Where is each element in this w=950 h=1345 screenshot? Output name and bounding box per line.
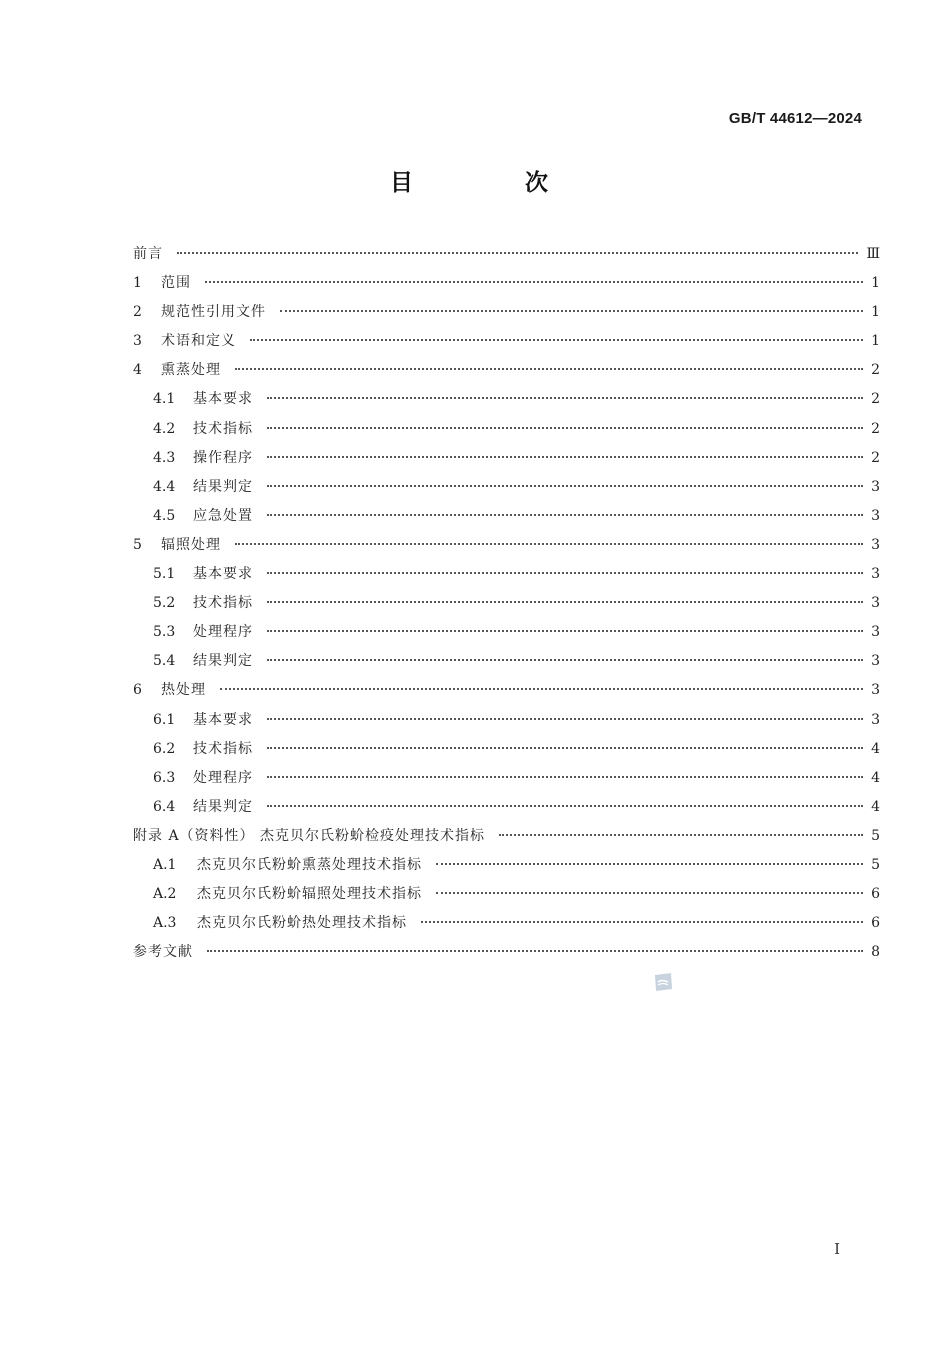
toc-entry-page: 2 bbox=[871, 420, 880, 437]
toc-entry-label: 规范性引用文件 bbox=[161, 304, 266, 321]
toc-entry-page: 6 bbox=[871, 886, 880, 903]
toc-entry-number: 6.3 bbox=[153, 769, 176, 786]
toc-entry-page: 3 bbox=[871, 595, 880, 612]
toc-entry[interactable] bbox=[133, 735, 880, 764]
toc-leader-dots bbox=[267, 484, 863, 487]
toc-entry[interactable] bbox=[133, 531, 880, 560]
toc-entry-label: 杰克贝尔氏粉蚧辐照处理技术指标 bbox=[197, 886, 422, 903]
toc-entry-number: 6 bbox=[133, 682, 142, 699]
toc-entry[interactable] bbox=[133, 764, 880, 793]
toc-entry-label: 前言 bbox=[133, 246, 163, 262]
toc-entry-page: 4 bbox=[871, 769, 880, 786]
toc-leader-dots bbox=[220, 687, 863, 690]
toc-entry-number: 5.2 bbox=[153, 595, 176, 612]
table-of-contents bbox=[133, 240, 880, 967]
toc-leader-dots bbox=[280, 309, 863, 312]
toc-entry-page: 8 bbox=[871, 944, 880, 961]
toc-entry-number: 6.2 bbox=[153, 740, 176, 757]
toc-entry[interactable] bbox=[133, 356, 880, 385]
toc-entry-page: 1 bbox=[871, 275, 880, 292]
toc-leader-dots bbox=[436, 862, 863, 865]
toc-entry[interactable] bbox=[133, 880, 880, 909]
toc-entry-page: 3 bbox=[871, 653, 880, 670]
toc-entry[interactable] bbox=[133, 502, 880, 531]
toc-leader-dots bbox=[267, 746, 863, 749]
toc-entry-number: 2 bbox=[133, 304, 142, 321]
toc-leader-dots bbox=[267, 658, 863, 661]
toc-entry[interactable] bbox=[133, 822, 880, 851]
toc-entry-page: 3 bbox=[871, 566, 880, 583]
toc-entry-number: 5.4 bbox=[153, 653, 176, 670]
toc-entry[interactable] bbox=[133, 589, 880, 618]
toc-entry[interactable] bbox=[133, 647, 880, 676]
toc-entry-number: 6.4 bbox=[153, 798, 176, 815]
toc-entry-page: 2 bbox=[871, 391, 880, 408]
toc-leader-dots bbox=[177, 251, 858, 254]
toc-entry-label: 技术指标 bbox=[193, 420, 253, 437]
toc-entry-page: 3 bbox=[871, 624, 880, 641]
toc-leader-dots bbox=[267, 775, 863, 778]
toc-entry-page: 1 bbox=[871, 333, 880, 350]
toc-entry-label: 附录 A（资料性） 杰克贝尔氏粉蚧检疫处理技术指标 bbox=[133, 827, 486, 844]
toc-entry-label: 杰克贝尔氏粉蚧熏蒸处理技术指标 bbox=[197, 856, 422, 873]
toc-entry[interactable] bbox=[133, 298, 880, 327]
toc-entry-number: 6.1 bbox=[153, 711, 176, 728]
toc-entry-number: 4.1 bbox=[153, 391, 176, 408]
toc-entry[interactable] bbox=[133, 706, 880, 735]
toc-entry-label: 基本要求 bbox=[193, 711, 253, 728]
toc-entry[interactable] bbox=[133, 240, 880, 269]
toc-leader-dots bbox=[267, 600, 863, 603]
toc-entry-label: 参考文献 bbox=[133, 944, 193, 961]
toc-entry-page: 3 bbox=[871, 682, 880, 699]
toc-leader-dots bbox=[205, 280, 863, 283]
toc-entry-page: 5 bbox=[871, 827, 880, 844]
toc-entry[interactable] bbox=[133, 851, 880, 880]
toc-entry-page: 1 bbox=[871, 304, 880, 321]
toc-entry[interactable] bbox=[133, 793, 880, 822]
toc-entry-number: 4.3 bbox=[153, 449, 176, 466]
toc-entry-label: 结果判定 bbox=[193, 653, 253, 670]
toc-entry-label: 应急处置 bbox=[193, 507, 253, 524]
toc-entry-label: 基本要求 bbox=[193, 566, 253, 583]
toc-entry-page: 3 bbox=[871, 507, 880, 524]
toc-entry[interactable] bbox=[133, 444, 880, 473]
toc-entry-page: 6 bbox=[871, 915, 880, 932]
toc-leader-dots bbox=[235, 542, 863, 545]
toc-leader-dots bbox=[267, 571, 863, 574]
toc-entry[interactable] bbox=[133, 415, 880, 444]
toc-entry[interactable] bbox=[133, 560, 880, 589]
toc-leader-dots bbox=[421, 920, 863, 923]
toc-leader-dots bbox=[250, 338, 863, 341]
toc-entry-label: 杰克贝尔氏粉蚧热处理技术指标 bbox=[197, 915, 407, 932]
toc-entry[interactable] bbox=[133, 909, 880, 938]
toc-entry-label: 结果判定 bbox=[193, 798, 253, 815]
toc-leader-dots bbox=[267, 455, 863, 458]
toc-leader-dots bbox=[267, 717, 863, 720]
toc-entry-label: 操作程序 bbox=[193, 449, 253, 466]
toc-entry-page: 3 bbox=[871, 536, 880, 553]
toc-leader-dots bbox=[436, 891, 863, 894]
toc-leader-dots bbox=[267, 804, 863, 807]
toc-entry-number: 4.4 bbox=[153, 478, 176, 495]
toc-entry-page: 3 bbox=[871, 478, 880, 495]
toc-entry-label: 基本要求 bbox=[193, 391, 253, 408]
toc-entry-number: 4.5 bbox=[153, 507, 176, 524]
toc-entry-number: 5.3 bbox=[153, 624, 176, 641]
toc-entry[interactable] bbox=[133, 938, 880, 967]
toc-leader-dots bbox=[267, 396, 863, 399]
toc-entry-label: 范围 bbox=[161, 275, 191, 292]
toc-entry-number: A.3 bbox=[153, 915, 177, 932]
toc-title: 目 次 bbox=[389, 170, 600, 196]
toc-entry[interactable] bbox=[133, 269, 880, 298]
toc-entry-label: 辐照处理 bbox=[161, 536, 221, 553]
toc-leader-dots bbox=[499, 833, 863, 836]
toc-leader-dots bbox=[207, 949, 863, 952]
toc-leader-dots bbox=[235, 367, 863, 370]
toc-entry-page: 5 bbox=[871, 856, 880, 873]
toc-entry[interactable] bbox=[133, 473, 880, 502]
toc-entry-number: 3 bbox=[133, 333, 142, 350]
toc-entry-label: 熏蒸处理 bbox=[161, 362, 221, 379]
toc-entry-number: 4 bbox=[133, 362, 142, 379]
toc-entry-number: 1 bbox=[133, 275, 142, 292]
toc-leader-dots bbox=[267, 426, 863, 429]
toc-entry-number: 5.1 bbox=[153, 566, 176, 583]
toc-entry-label: 处理程序 bbox=[193, 769, 253, 786]
toc-entry[interactable] bbox=[133, 676, 880, 705]
page-folio: I bbox=[834, 1240, 840, 1258]
toc-entry-number: 4.2 bbox=[153, 420, 176, 437]
toc-entry-label: 技术指标 bbox=[193, 595, 253, 612]
toc-entry-label: 热处理 bbox=[161, 682, 206, 699]
toc-entry-number: 5 bbox=[133, 536, 142, 553]
toc-entry-label: 术语和定义 bbox=[161, 333, 236, 350]
toc-leader-dots bbox=[267, 513, 863, 516]
toc-entry[interactable] bbox=[133, 618, 880, 647]
toc-entry[interactable] bbox=[133, 385, 880, 414]
toc-entry-label: 结果判定 bbox=[193, 478, 253, 495]
toc-entry-page: 4 bbox=[871, 740, 880, 757]
toc-entry-page: Ⅲ bbox=[866, 246, 880, 262]
toc-entry-number: A.2 bbox=[153, 886, 177, 903]
toc-entry[interactable] bbox=[133, 327, 880, 356]
toc-entry-page: 2 bbox=[871, 362, 880, 379]
standard-number: GB/T 44612—2024 bbox=[728, 110, 862, 127]
toc-leader-dots bbox=[267, 629, 863, 632]
toc-entry-page: 2 bbox=[871, 449, 880, 466]
sac-watermark-logo bbox=[652, 971, 674, 993]
toc-entry-number: A.1 bbox=[153, 856, 177, 873]
toc-entry-label: 处理程序 bbox=[193, 624, 253, 641]
toc-entry-label: 技术指标 bbox=[193, 740, 253, 757]
toc-entry-page: 3 bbox=[871, 711, 880, 728]
toc-entry-page: 4 bbox=[871, 798, 880, 815]
